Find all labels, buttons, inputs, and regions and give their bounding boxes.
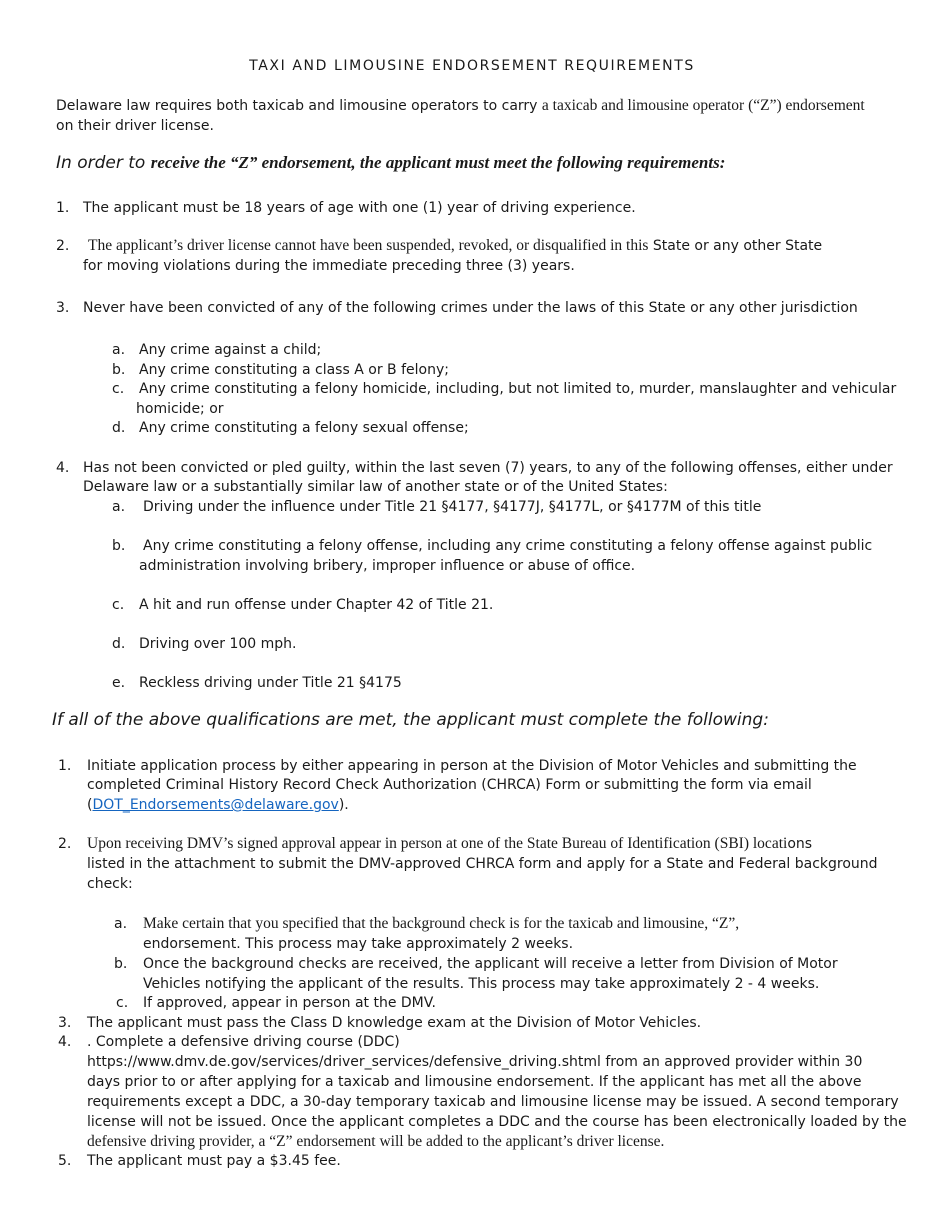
step-text-line3 <box>87 795 349 815</box>
sub-text-line2: homicide; or <box>136 401 224 417</box>
sub-letter: a. <box>112 499 126 515</box>
step-paren-close: ). <box>338 797 349 813</box>
sub-text: Once the background checks are received, the applicant will receive a letter from Division of Motor <box>143 956 838 972</box>
step-item-1 <box>58 756 918 816</box>
step-text-line6: defensive driving provider, a “Z” endorsement will be added to the applicant’s driver license. <box>87 1133 665 1150</box>
step-number: 2. <box>58 836 72 852</box>
requirement-number: 2. <box>56 238 70 254</box>
requirement-text: Has not been convicted or pled guilty, within the last seven (7) years, to any of the following offenses, either under <box>83 460 893 476</box>
sub-text-line2: administration involving bribery, improper influence or abuse of office. <box>139 558 636 574</box>
step-number: 1. <box>58 758 72 774</box>
step-text: The applicant must pass the Class D knowledge exam at the Division of Motor Vehicles. <box>87 1015 702 1031</box>
sub-letter: c. <box>112 597 125 613</box>
requirements-heading <box>56 153 916 173</box>
step-text-line2: listed in the attachment to submit the DMV-approved CHRCA form and apply for a State and Federal background <box>87 856 878 872</box>
step-number: 5. <box>58 1153 72 1169</box>
requirements-heading-rest: receive the “Z” endorsement, the applicant must meet the following requirements: <box>150 153 726 172</box>
sub-text: Any crime constituting a class A or B felony; <box>139 362 449 378</box>
intro-text-3: on their driver license. <box>56 118 214 134</box>
step-text: . Complete a defensive driving course (DDC) <box>87 1034 400 1050</box>
step-text-serif: Upon receiving DMV’s signed approval appear in person at one of the State Bureau of Identification (SBI) locati <box>87 835 788 852</box>
requirement-text: Never have been convicted of any of the following crimes under the laws of this State or any other jurisdiction <box>83 300 858 316</box>
intro-text-1: Delaware law requires both taxicab and limousine operators to carry <box>56 98 542 114</box>
sub-text: Any crime constituting a felony sexual offense; <box>139 420 469 436</box>
step-paren-open: ( <box>87 797 93 813</box>
requirement-number: 3. <box>56 300 70 316</box>
step-item-2 <box>58 834 918 894</box>
sub-letter: b. <box>112 362 126 378</box>
step-text <box>87 834 812 854</box>
sub-text: Any crime constituting a felony offense, including any crime constituting a felony offense against public <box>143 538 873 554</box>
step-text-sans: ons <box>787 836 813 852</box>
requirement-item-2 <box>56 236 916 276</box>
sub-letter: a. <box>114 916 128 932</box>
step-text-line2: completed Criminal History Record Check Authorization (CHRCA) Form or submitting the form via email <box>87 777 812 793</box>
email-link[interactable]: DOT_Endorsements@delaware.gov <box>92 797 339 813</box>
sub-text: Driving over 100 mph. <box>139 636 297 652</box>
requirement-text <box>88 236 822 256</box>
sub-letter: e. <box>112 675 126 691</box>
intro-paragraph <box>56 96 896 136</box>
intro-text-2: a taxicab and limousine operator (“Z”) endorsement <box>541 97 865 114</box>
sub-text: Reckless driving under Title 21 §4175 <box>139 675 402 691</box>
step-text: Initiate application process by either appearing in person at the Division of Motor Vehicles and submitting the <box>87 758 857 774</box>
sub-letter: b. <box>114 956 128 972</box>
step-text: The applicant must pay a $3.45 fee. <box>87 1153 341 1169</box>
sub-letter: c. <box>116 995 129 1011</box>
requirement-text-line2: for moving violations during the immediate preceding three (3) years. <box>83 258 575 274</box>
sub-text: Make certain that you specified that the background check is for the taxicab and limousine, “Z”, <box>143 915 740 932</box>
sub-letter: b. <box>112 538 126 554</box>
step-text-line2: https://www.dmv.de.gov/services/driver_services/defensive_driving.shtml from an approved provider within 30 <box>87 1054 863 1070</box>
requirement-text-serif: The applicant’s driver license cannot have been suspended, revoked, or disqualified in this <box>88 237 649 254</box>
step-text-line4: requirements except a DDC, a 30-day temporary taxicab and limousine license may be issued. A second temporary <box>87 1094 899 1110</box>
step-text-line3: check: <box>87 876 133 892</box>
requirement-text-sans: State or any other State <box>648 238 823 254</box>
requirement-item-4 <box>56 458 916 498</box>
step-item-4 <box>58 1032 918 1152</box>
step-number: 4. <box>58 1034 72 1050</box>
sub-letter: d. <box>112 420 126 436</box>
completion-heading: If all of the above qualifications are met, the applicant must complete the following: <box>52 710 769 730</box>
requirements-heading-lead: In order to <box>56 153 151 173</box>
step-number: 3. <box>58 1015 72 1031</box>
sub-text: A hit and run offense under Chapter 42 of Title 21. <box>139 597 494 613</box>
requirement-number: 4. <box>56 460 70 476</box>
sub-text: Any crime against a child; <box>139 342 322 358</box>
sub-letter: c. <box>112 381 125 397</box>
requirement-number: 1. <box>56 200 70 216</box>
sub-text: If approved, appear in person at the DMV. <box>143 995 436 1011</box>
step-text-line3: days prior to or after applying for a taxicab and limousine endorsement. If the applicant has met all the above <box>87 1074 862 1090</box>
sub-letter: d. <box>112 636 126 652</box>
sub-letter: a. <box>112 342 126 358</box>
sub-text-line2: endorsement. This process may take approximately 2 weeks. <box>143 936 574 952</box>
step-text-line5: license will not be issued. Once the applicant completes a DDC and the course has been electronically loaded by the <box>87 1114 907 1130</box>
sub-text-line2: Vehicles notifying the applicant of the results. This process may take approximately 2 - 4 weeks. <box>143 976 820 992</box>
requirement-text-line2: Delaware law or a substantially similar law of another state or of the United States: <box>83 479 668 495</box>
requirement-text: The applicant must be 18 years of age with one (1) year of driving experience. <box>83 200 636 216</box>
sub-text: Driving under the influence under Title 21 §4177, §4177J, §4177L, or §4177M of this title <box>143 499 762 515</box>
page-title: TAXI AND LIMOUSINE ENDORSEMENT REQUIREMENTS <box>249 58 695 74</box>
sub-text: Any crime constituting a felony homicide, including, but not limited to, murder, manslaughter and vehicular <box>139 381 897 397</box>
